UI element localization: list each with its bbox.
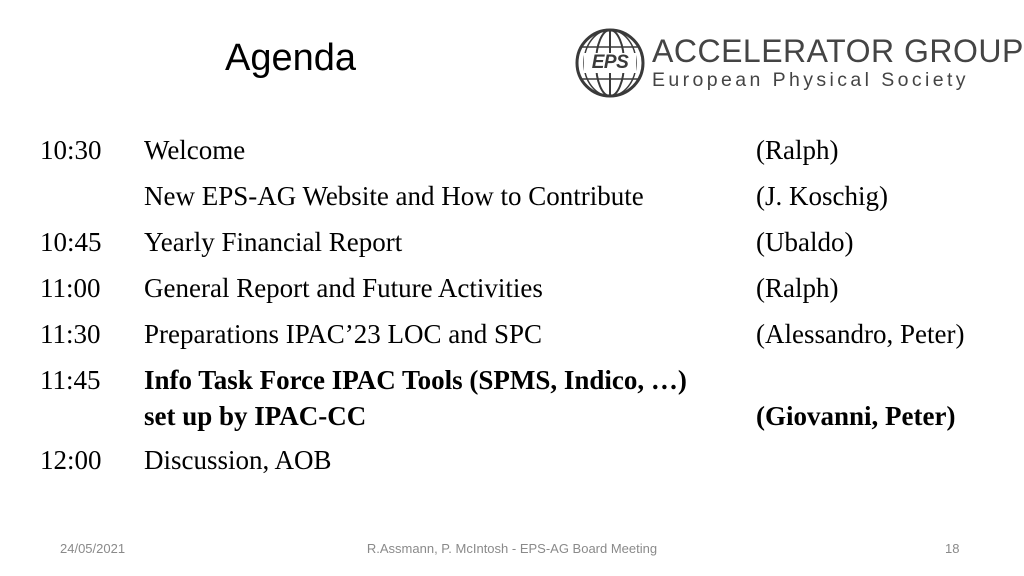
eps-accelerator-group-logo — [574, 25, 1024, 101]
slide-title: Agenda — [225, 37, 357, 79]
footer-text: R.Assmann, P. McIntosh - EPS-AG Board Meeting — [366, 541, 658, 556]
agenda-list — [40, 128, 1015, 484]
agenda-item — [40, 220, 1015, 266]
slide-number: 18 — [945, 541, 960, 556]
eps-globe-icon — [574, 27, 646, 99]
agenda-time: 12:00 — [40, 445, 102, 475]
agenda-topic: Preparations IPAC’23 LOC and SPC — [144, 319, 543, 349]
logo-line1: ACCELERATOR GROUP — [652, 33, 1024, 69]
agenda-speaker-line2: (Giovanni, Peter) — [756, 401, 956, 431]
agenda-speaker: (Ralph) — [756, 273, 839, 303]
logo-wordmark — [652, 34, 1024, 92]
agenda-item — [40, 266, 1015, 312]
agenda-time: 11:00 — [40, 273, 101, 303]
agenda-time: 11:30 — [40, 319, 101, 349]
agenda-item — [40, 358, 1015, 438]
footer-date: 24/05/2021 — [60, 541, 126, 556]
agenda-topic-line2: set up by IPAC-CC — [144, 401, 367, 431]
agenda-topic: Discussion, AOB — [144, 445, 332, 475]
logo-mark-text: EPS — [591, 52, 629, 73]
agenda-speaker: (Ubaldo) — [756, 227, 854, 257]
agenda-topic: Yearly Financial Report — [144, 227, 403, 257]
agenda-item — [40, 174, 1015, 220]
agenda-item — [40, 312, 1015, 358]
agenda-topic: General Report and Future Activities — [144, 273, 543, 303]
agenda-topic: Welcome — [144, 135, 246, 165]
agenda-time: 10:30 — [40, 135, 102, 165]
agenda-speaker: (Alessandro, Peter) — [756, 319, 965, 349]
agenda-speaker: (Ralph) — [756, 135, 839, 165]
agenda-topic: New EPS-AG Website and How to Contribute — [144, 181, 644, 211]
agenda-item — [40, 128, 1015, 174]
agenda-item — [40, 438, 1015, 484]
agenda-time: 11:45 — [40, 365, 101, 395]
logo-line2: European Physical Society — [652, 69, 969, 91]
agenda-time: 10:45 — [40, 227, 102, 257]
agenda-speaker: (J. Koschig) — [756, 181, 888, 211]
agenda-topic: Info Task Force IPAC Tools (SPMS, Indico, …) — [144, 365, 687, 395]
